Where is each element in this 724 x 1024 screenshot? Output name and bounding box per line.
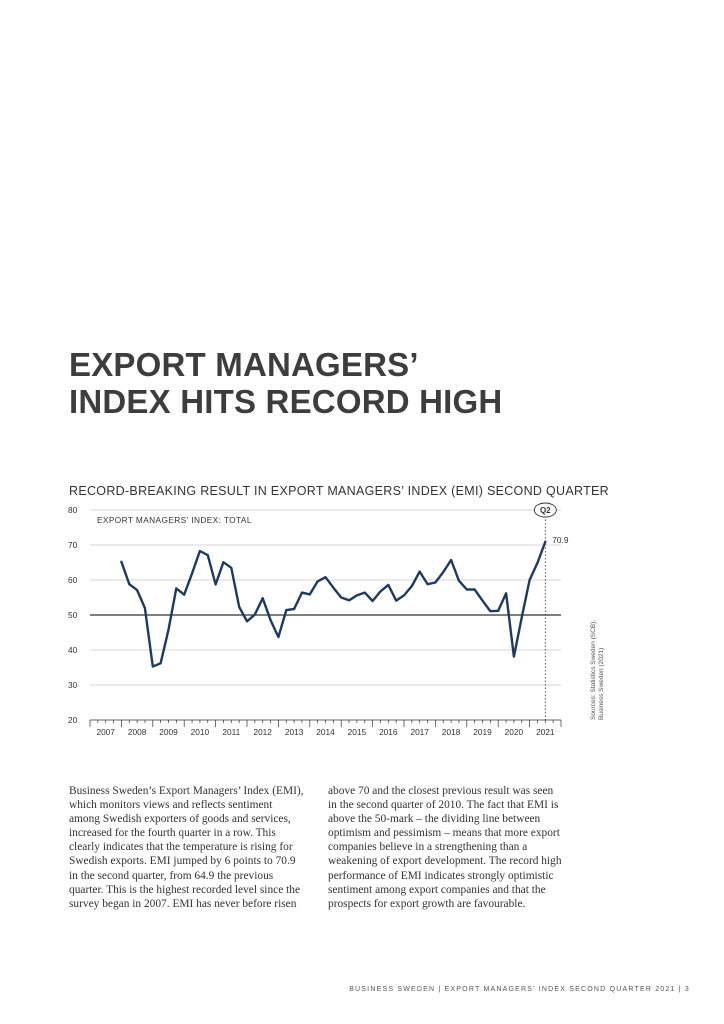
data-point-2011.25-65.1 [223,561,225,563]
body-text-column-2: above 70 and the closest previous result was seen in the second quarter of 2010. The fact that EMI is above the 50-mark – the dividing line between optimism and pessimism – means that more export companies believe in a strengthening than a weakening of export development. The record high performance of EMI indicates strongly optimistic sentiment among export companies and that the prospects for export growth are favourable. [328,785,562,910]
x-tick-label-2007: 2007 [96,727,115,737]
data-point-2013.25-51.4 [285,609,287,611]
data-point-2016.5-58.6 [387,584,389,586]
data-point-2018-59.3 [435,582,437,584]
y-tick-label-40: 40 [68,645,78,655]
x-tick-label-2008: 2008 [127,727,147,737]
data-point-2008.75-52 [144,607,146,609]
data-point-2008.5-57.1 [136,589,138,591]
data-point-2012.75-48.5 [270,619,272,621]
chart-subtitle: EXPORT MANAGERS’ INDEX: TOTAL [97,515,252,525]
data-point-2016.25-56.7 [380,591,382,593]
source-line-2: Business Sweden (2021) [598,647,605,720]
data-point-2014.75-57.8 [332,587,334,589]
x-tick-label-2020: 2020 [504,727,524,737]
x-tick-label-2014: 2014 [316,727,335,737]
data-point-2011.5-63.5 [230,567,232,569]
data-point-2017.75-58.8 [427,583,429,585]
body-text-column-1: Business Sweden’s Export Managers’ Index (EMI), which monitors views and reflects sentiment among Swedish exporters of goods and services, increased for the fourth quarter in a row. This clearly indicates that the temperature is rising for Swedish exports. EMI jumped by 6 points to 70.9 in the second quarter, from 64.9 the previous quarter. This is the highest recorded level since the survey began in 2007. EMI has never before risen [69,785,304,910]
x-tick-label-2012: 2012 [253,727,272,737]
y-tick-label-60: 60 [68,575,78,585]
y-tick-label-30: 30 [68,680,78,690]
y-tick-label-20: 20 [68,715,78,725]
x-tick-label-2021: 2021 [536,727,555,737]
data-point-2014-55.9 [309,593,311,595]
highlight-layer [534,503,569,720]
page-footer: BUSINESS SWEDEN | EXPORT MANAGERS’ INDEX SECOND QUARTER 2021 | 3 [349,986,690,993]
data-point-2015.5-55.6 [356,595,358,597]
data-point-2008-65.2 [121,561,123,563]
x-tick-label-2019: 2019 [473,727,492,737]
emi-line-chart [0,498,724,743]
latest-value-label: 70.9 [552,534,569,545]
data-point-2019.25-57.3 [474,589,476,591]
chart-source-note [590,620,606,720]
data-point-2020.25-56.2 [505,592,507,594]
data-point-2017.5-62.4 [419,571,421,573]
y-tick-label-70: 70 [68,540,78,550]
data-point-2011.75-52.3 [238,606,240,608]
data-point-2018.75-59.8 [458,580,460,582]
data-point-2010.5-68.3 [199,550,201,552]
chart-title: RECORD-BREAKING RESULT IN EXPORT MANAGERS’ INDEX (EMI) SECOND QUARTER [69,484,609,498]
x-tick-label-2013: 2013 [284,727,304,737]
x-tick-label-2015: 2015 [347,727,367,737]
data-point-2020.5-38.1 [513,656,515,658]
data-point-2009.75-57.6 [175,588,177,590]
data-point-2010-55.8 [183,594,185,596]
data-point-2008.25-58.8 [128,583,130,585]
data-point-2020.75-49.4 [521,616,523,618]
x-tick-label-2011: 2011 [222,727,241,737]
data-point-2010.25-61.9 [191,572,193,574]
data-point-2013.5-51.7 [293,608,295,610]
data-point-2012-48.2 [246,620,248,622]
data-point-2019.75-51.1 [489,610,491,612]
data-point-2016-54 [372,600,374,602]
y-tick-label-50: 50 [68,610,78,620]
series-layer [121,541,547,667]
data-point-2012.25-50.1 [254,614,256,616]
data-point-2017-55.6 [403,595,405,597]
data-point-2019-57.3 [466,589,468,591]
data-point-2013-43.7 [278,636,280,638]
x-tick-label-2017: 2017 [410,727,429,737]
data-point-2019.5-54.1 [482,600,484,602]
data-point-2017.25-58.3 [411,585,413,587]
data-point-2013.75-56.4 [301,592,303,594]
page-title [69,346,629,420]
data-point-2012.5-54.8 [262,597,264,599]
data-point-2015.25-54.2 [348,599,350,601]
q2-badge-label: Q2 [539,506,551,515]
x-tick-label-2018: 2018 [441,727,461,737]
axis-layer [68,505,561,737]
source-line-1: Sources: Statistics Sweden (SCB), [590,619,597,720]
data-point-2009.25-36.2 [160,662,162,664]
data-point-2015.75-56.4 [364,592,366,594]
data-point-2010.75-67.1 [207,554,209,556]
data-point-2020-51.2 [497,610,499,612]
x-tick-label-2016: 2016 [379,727,398,737]
series-line-emi [121,542,545,667]
data-point-2011-58.7 [215,584,217,586]
data-point-2014.5-60.8 [325,576,327,578]
x-tick-label-2009: 2009 [159,727,178,737]
data-point-2018.25-62.3 [442,571,444,573]
data-point-2009.5-45.8 [168,629,170,631]
data-point-2021.25-64.9 [537,562,539,564]
data-point-2009-35.3 [152,666,154,668]
data-point-2014.25-59.6 [317,581,319,583]
page-title-line-1: EXPORT MANAGERS’ [69,346,419,383]
page-title-line-2: INDEX HITS RECORD HIGH [69,383,503,420]
x-tick-label-2010: 2010 [190,727,210,737]
y-tick-label-80: 80 [68,505,78,515]
data-point-2015-55 [340,597,342,599]
data-point-2018.5-65.7 [450,559,452,561]
data-point-2016.75-54.1 [395,600,397,602]
data-point-2021-60 [529,579,531,581]
